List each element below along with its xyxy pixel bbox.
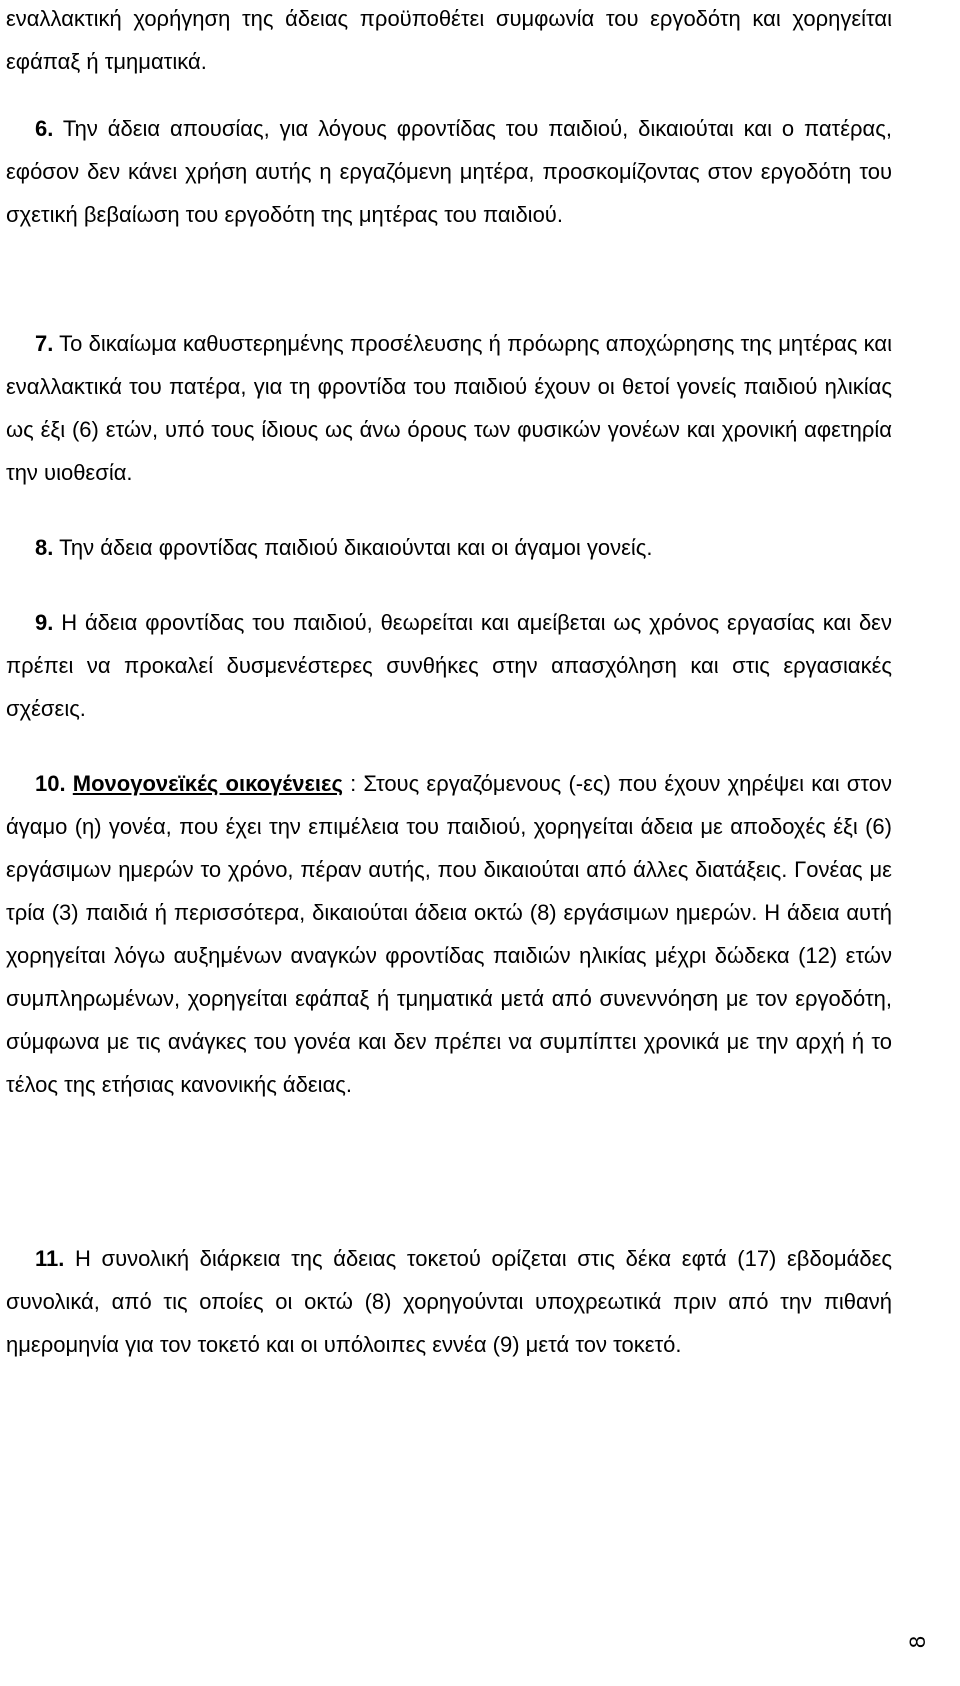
item-number: 10. (35, 771, 66, 796)
item-number: 7. (35, 331, 54, 356)
paragraph-text: Η συνολική διάρκεια της άδειας τοκετού ορίζεται στις δέκα εφτά (17) εβδομάδες συνολικά, από τις οποίες οι οκτώ (8) χορηγούνται υποχρεωτικά πριν από την πιθανή ημερομηνία για τον τοκετό και οι υπόλοιπες εννέα (9) μετά τον τοκετό. (6, 1246, 892, 1357)
paragraph-6 (6, 107, 892, 236)
item-number: 8. (35, 535, 54, 560)
page-number: 8 (905, 1635, 931, 1649)
paragraph-9 (6, 601, 892, 730)
paragraph-text: Την άδεια απουσίας, για λόγους φροντίδας του παιδιού, δικαιούται και ο πατέρας, εφόσον δεν κάνει χρήση αυτής η εργαζόμενη μητέρα, προσκομίζοντας στον εργοδότη του σχετική βεβαίωση του εργοδότη της μητέρας του παιδιού. (6, 116, 892, 227)
paragraph-continued (6, 0, 892, 83)
paragraph-text: εναλλακτική χορήγηση της άδειας προϋποθέτει συμφωνία του εργοδότη και χορηγείται εφάπαξ ή τμηματικά. (6, 6, 892, 74)
paragraph-text: Η άδεια φροντίδας του παιδιού, θεωρείται και αμείβεται ως χρόνος εργασίας και δεν πρέπει να προκαλεί δυσμενέστερες συνθήκες στην απασχόληση και στις εργασιακές σχέσεις. (6, 610, 892, 721)
paragraph-10 (6, 762, 892, 1106)
item-number: 9. (35, 610, 54, 635)
paragraph-text: Το δικαίωμα καθυστερημένης προσέλευσης ή πρόωρης αποχώρησης της μητέρας και εναλλακτικά του πατέρα, για τη φροντίδα του παιδιού έχουν οι θετοί γονείς παιδιού ηλικίας ως έξι (6) ετών, υπό τους ίδιους ως άνω όρους των φυσικών γονέων και χρονική αφετηρία την υιοθεσία. (6, 331, 892, 485)
paragraph-7 (6, 322, 892, 494)
section-heading: Μονογονεϊκές οικογένειες (72, 771, 343, 796)
paragraph-8 (6, 526, 653, 569)
paragraph-11 (6, 1237, 892, 1366)
item-number: 6. (35, 116, 54, 141)
item-number: 11. (35, 1246, 65, 1271)
paragraph-text: : Στους εργαζόμενους (-ες) που έχουν χηρέψει και στον άγαμο (η) γονέα, που έχει την επιμέλεια του παιδιού, χορηγείται άδεια με αποδοχές έξι (6) εργάσιμων ημερών το χρόνο, πέραν αυτής, που δικαιούται από άλλες διατάξεις. Γονέας με τρία (3) παιδιά ή περισσότερα, δικαιούται άδεια οκτώ (8) εργάσιμων ημερών. Η άδεια αυτή χορηγείται λόγω αυξημένων αναγκών φροντίδας παιδιών ηλικίας μέχρι δώδεκα (12) ετών συμπληρωμένων, χορηγείται εφάπαξ ή τμηματικά μετά από συνεννόηση με τον εργοδότη, σύμφωνα με τις ανάγκες του γονέα και δεν πρέπει να συμπίπτει χρονικά με την αρχή ή το τέλος της ετήσιας κανονικής άδειας. (6, 771, 892, 1097)
paragraph-text: Την άδεια φροντίδας παιδιού δικαιούνται και οι άγαμοι γονείς. (53, 535, 653, 560)
